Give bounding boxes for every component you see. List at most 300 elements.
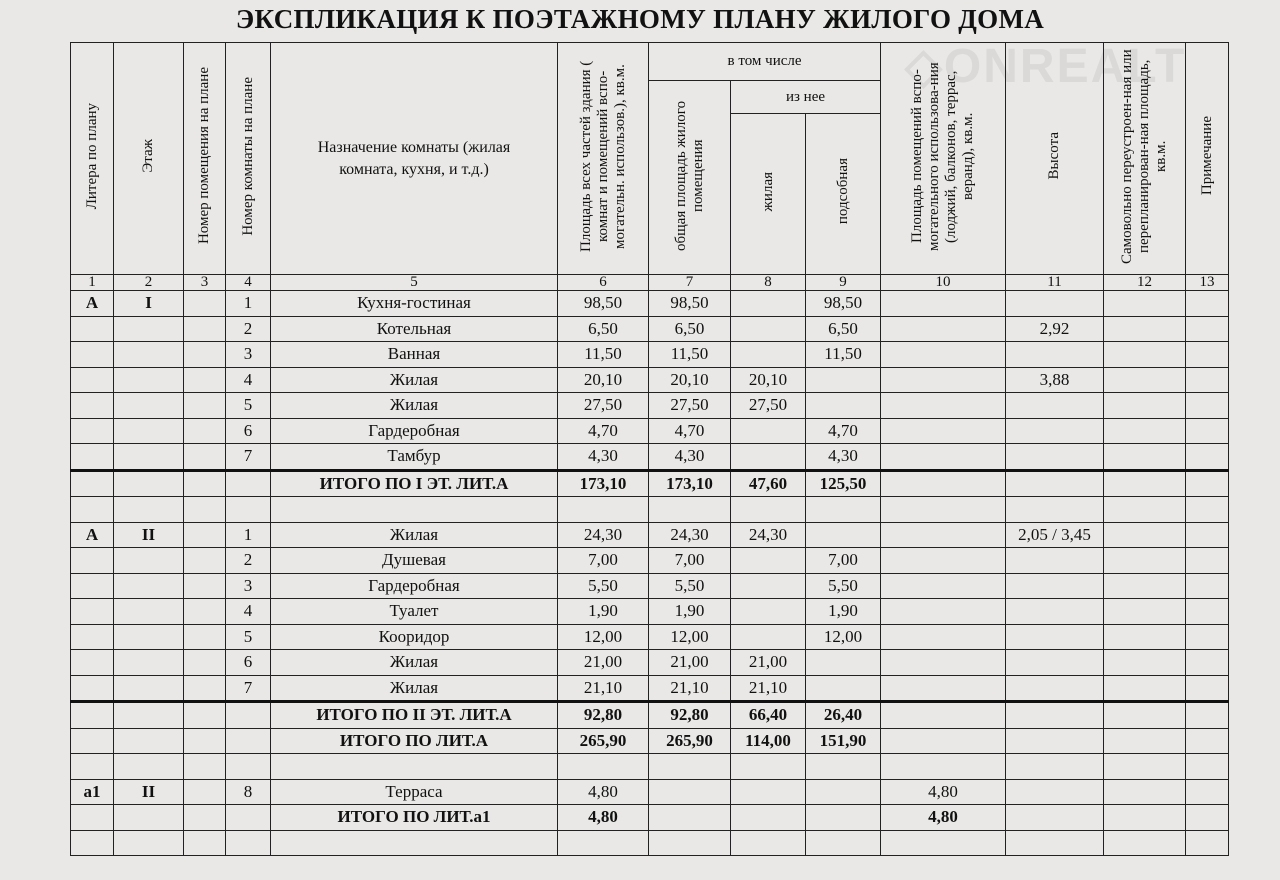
table-cell <box>649 754 731 780</box>
table-cell <box>1006 830 1104 856</box>
table-cell <box>184 599 226 625</box>
table-cell: ИТОГО ПО I ЭТ. ЛИТ.А <box>271 470 558 497</box>
table-cell <box>881 393 1006 419</box>
table-cell: ИТОГО ПО ЛИТ.а1 <box>271 805 558 831</box>
table-cell: 12,00 <box>649 624 731 650</box>
table-cell: Котельная <box>271 316 558 342</box>
table-cell <box>1104 675 1186 702</box>
table-cell <box>731 316 806 342</box>
column-number: 6 <box>558 275 649 291</box>
table-cell <box>114 624 184 650</box>
header-of-which: из нее <box>731 81 881 114</box>
table-cell <box>806 754 881 780</box>
empty-row <box>71 830 1229 856</box>
table-cell <box>114 393 184 419</box>
table-cell: 3,88 <box>1006 367 1104 393</box>
table-cell: 1,90 <box>649 599 731 625</box>
table-cell <box>1186 316 1229 342</box>
table-row <box>71 522 1229 548</box>
table-cell <box>649 830 731 856</box>
header-room-purpose: Назначение комнаты (жилая комната, кухня, и т.д.) <box>271 43 558 275</box>
table-cell <box>731 418 806 444</box>
table-cell <box>881 444 1006 471</box>
table-cell: 21,10 <box>649 675 731 702</box>
table-cell: 92,80 <box>649 702 731 729</box>
table-cell: 4,80 <box>558 779 649 805</box>
table-cell <box>114 470 184 497</box>
table-cell <box>1186 418 1229 444</box>
table-cell: 12,00 <box>558 624 649 650</box>
table-cell <box>71 470 114 497</box>
table-cell: 7 <box>226 444 271 471</box>
table-cell: 47,60 <box>731 470 806 497</box>
table-cell: Терраса <box>271 779 558 805</box>
total-row <box>71 470 1229 497</box>
column-number: 3 <box>184 275 226 291</box>
table-cell: Душевая <box>271 548 558 574</box>
table-cell: Кооридор <box>271 624 558 650</box>
table-cell <box>1104 444 1186 471</box>
table-cell <box>1186 342 1229 368</box>
table-cell <box>881 599 1006 625</box>
table-cell <box>71 444 114 471</box>
table-cell <box>731 573 806 599</box>
table-cell <box>271 754 558 780</box>
table-cell <box>1104 497 1186 523</box>
column-number: 1 <box>71 275 114 291</box>
table-cell <box>1006 702 1104 729</box>
table-cell: 151,90 <box>806 728 881 754</box>
table-cell <box>1186 754 1229 780</box>
table-cell <box>1104 470 1186 497</box>
table-cell: 173,10 <box>649 470 731 497</box>
table-cell: 4,70 <box>649 418 731 444</box>
table-cell: Жилая <box>271 675 558 702</box>
table-cell <box>71 316 114 342</box>
table-cell: Гардеробная <box>271 418 558 444</box>
table-cell: 1 <box>226 291 271 317</box>
table-cell <box>731 444 806 471</box>
table-cell: А <box>71 522 114 548</box>
table-cell: 2,05 / 3,45 <box>1006 522 1104 548</box>
table-cell: 4,80 <box>881 805 1006 831</box>
header-floor: Этаж <box>114 43 184 275</box>
table-cell <box>184 342 226 368</box>
table-cell <box>1006 779 1104 805</box>
table-cell: 92,80 <box>558 702 649 729</box>
table-cell <box>1006 573 1104 599</box>
total-row <box>71 728 1229 754</box>
table-cell <box>114 675 184 702</box>
table-cell <box>731 291 806 317</box>
table-cell: 265,90 <box>649 728 731 754</box>
header-living-premises-area: общая площадь жилого помещения <box>649 81 731 275</box>
table-cell <box>881 316 1006 342</box>
table-cell: 5,50 <box>649 573 731 599</box>
table-cell: 5,50 <box>806 573 881 599</box>
table-cell <box>731 754 806 780</box>
table-cell <box>226 830 271 856</box>
table-cell <box>1186 470 1229 497</box>
table-cell <box>1186 522 1229 548</box>
table-cell <box>71 599 114 625</box>
table-cell <box>1186 548 1229 574</box>
table-cell <box>184 548 226 574</box>
table-cell: 2,92 <box>1006 316 1104 342</box>
table-cell <box>881 522 1006 548</box>
table-cell <box>114 418 184 444</box>
table-cell <box>184 624 226 650</box>
explication-table <box>70 42 1229 856</box>
table-cell <box>71 393 114 419</box>
table-cell <box>806 830 881 856</box>
table-cell <box>114 548 184 574</box>
table-row <box>71 779 1229 805</box>
table-cell <box>1104 805 1186 831</box>
table-cell: 7,00 <box>649 548 731 574</box>
header-unauthorized-area: Самовольно переустроен-ная или перепланирован-ная площадь, кв.м. <box>1104 43 1186 275</box>
table-cell <box>184 418 226 444</box>
column-numbers-row <box>71 275 1229 291</box>
table-cell: 5 <box>226 624 271 650</box>
table-cell <box>1186 444 1229 471</box>
table-cell <box>1104 418 1186 444</box>
table-row <box>71 316 1229 342</box>
table-cell <box>1186 367 1229 393</box>
table-cell <box>71 702 114 729</box>
table-cell <box>881 650 1006 676</box>
table-cell <box>731 830 806 856</box>
table-cell <box>114 316 184 342</box>
table-cell <box>1104 754 1186 780</box>
table-cell <box>271 830 558 856</box>
table-cell: 173,10 <box>558 470 649 497</box>
column-number: 13 <box>1186 275 1229 291</box>
table-cell: 2 <box>226 316 271 342</box>
table-cell <box>184 650 226 676</box>
table-cell <box>271 497 558 523</box>
table-cell: 98,50 <box>806 291 881 317</box>
table-cell <box>1006 497 1104 523</box>
table-cell: 11,50 <box>649 342 731 368</box>
table-cell <box>649 805 731 831</box>
table-cell: 5,50 <box>558 573 649 599</box>
table-cell: 4 <box>226 367 271 393</box>
table-row <box>71 650 1229 676</box>
table-cell: Жилая <box>271 650 558 676</box>
table-cell <box>184 675 226 702</box>
table-cell <box>1006 291 1104 317</box>
table-cell <box>731 599 806 625</box>
table-cell <box>1186 393 1229 419</box>
table-cell <box>1186 497 1229 523</box>
table-cell: 24,30 <box>558 522 649 548</box>
table-cell <box>558 497 649 523</box>
table-cell <box>806 367 881 393</box>
column-number: 2 <box>114 275 184 291</box>
table-cell <box>1006 805 1104 831</box>
table-cell <box>1104 830 1186 856</box>
table-cell <box>114 599 184 625</box>
table-cell <box>114 702 184 729</box>
table-cell <box>881 675 1006 702</box>
header-note: Примечание <box>1186 43 1229 275</box>
table-row <box>71 548 1229 574</box>
table-cell <box>881 291 1006 317</box>
table-cell <box>1006 754 1104 780</box>
table-cell <box>1006 342 1104 368</box>
table-cell <box>184 754 226 780</box>
table-row <box>71 393 1229 419</box>
table-cell <box>71 624 114 650</box>
table-cell <box>114 342 184 368</box>
table-cell: 27,50 <box>558 393 649 419</box>
empty-row <box>71 754 1229 780</box>
table-cell <box>114 754 184 780</box>
table-cell: А <box>71 291 114 317</box>
table-cell: 7,00 <box>558 548 649 574</box>
table-cell <box>71 497 114 523</box>
table-cell <box>71 548 114 574</box>
column-number: 7 <box>649 275 731 291</box>
table-cell <box>114 444 184 471</box>
table-cell <box>114 367 184 393</box>
table-cell <box>114 650 184 676</box>
table-cell: 4,30 <box>649 444 731 471</box>
table-cell <box>806 522 881 548</box>
table-cell <box>881 624 1006 650</box>
table-cell: 114,00 <box>731 728 806 754</box>
table-cell <box>184 316 226 342</box>
table-cell: 24,30 <box>649 522 731 548</box>
table-row <box>71 599 1229 625</box>
table-cell <box>731 624 806 650</box>
table-cell <box>184 367 226 393</box>
table-cell <box>184 393 226 419</box>
table-cell <box>1104 702 1186 729</box>
table-cell <box>226 754 271 780</box>
table-cell <box>881 367 1006 393</box>
column-number: 9 <box>806 275 881 291</box>
table-cell: 6 <box>226 650 271 676</box>
table-cell: 6,50 <box>649 316 731 342</box>
header-room-number: Номер комнаты на плане <box>226 43 271 275</box>
table-row <box>71 291 1229 317</box>
column-number: 4 <box>226 275 271 291</box>
table-cell <box>806 650 881 676</box>
table-cell <box>1104 548 1186 574</box>
table-cell <box>184 702 226 729</box>
document-title: ЭКСПЛИКАЦИЯ К ПОЭТАЖНОМУ ПЛАНУ ЖИЛОГО ДОМА <box>235 4 1045 34</box>
table-cell: 7 <box>226 675 271 702</box>
table-cell <box>806 805 881 831</box>
table-cell <box>1186 599 1229 625</box>
table-cell: 4,80 <box>558 805 649 831</box>
table-cell <box>184 728 226 754</box>
table-cell <box>1186 291 1229 317</box>
table-cell: Кухня-гостиная <box>271 291 558 317</box>
table-cell: 21,10 <box>731 675 806 702</box>
table-cell <box>1104 367 1186 393</box>
table-cell <box>1186 624 1229 650</box>
table-cell <box>731 497 806 523</box>
table-cell <box>71 830 114 856</box>
table-cell: 24,30 <box>731 522 806 548</box>
table-cell <box>881 702 1006 729</box>
table-cell: 1,90 <box>558 599 649 625</box>
table-cell <box>1006 418 1104 444</box>
table-cell: Жилая <box>271 393 558 419</box>
total-row <box>71 702 1229 729</box>
table-cell <box>114 728 184 754</box>
table-row <box>71 624 1229 650</box>
table-cell: 98,50 <box>649 291 731 317</box>
table-cell <box>114 573 184 599</box>
table-cell: 27,50 <box>731 393 806 419</box>
table-cell <box>1006 728 1104 754</box>
table-cell: II <box>114 779 184 805</box>
table-cell <box>1006 650 1104 676</box>
table-cell <box>1104 728 1186 754</box>
table-cell <box>806 393 881 419</box>
table-cell <box>226 470 271 497</box>
table-cell <box>558 830 649 856</box>
column-number: 10 <box>881 275 1006 291</box>
table-cell: 12,00 <box>806 624 881 650</box>
column-number: 8 <box>731 275 806 291</box>
table-row <box>71 418 1229 444</box>
table-cell <box>71 805 114 831</box>
table-cell: Туалет <box>271 599 558 625</box>
table-cell <box>881 342 1006 368</box>
table-cell <box>1104 342 1186 368</box>
watermark: ◇ONREALT <box>905 40 1187 93</box>
table-cell <box>71 418 114 444</box>
table-cell <box>1104 573 1186 599</box>
table-cell <box>71 367 114 393</box>
table-cell <box>226 728 271 754</box>
table-cell: 6,50 <box>558 316 649 342</box>
table-cell <box>1006 470 1104 497</box>
table-cell <box>1186 728 1229 754</box>
table-cell <box>226 805 271 831</box>
table-cell <box>1006 599 1104 625</box>
column-number: 12 <box>1104 275 1186 291</box>
table-cell <box>184 779 226 805</box>
table-cell <box>1186 675 1229 702</box>
header-litera: Литера по плану <box>71 43 114 275</box>
empty-row <box>71 497 1229 523</box>
table-cell: а1 <box>71 779 114 805</box>
header-premises-number: Номер помещения на плане <box>184 43 226 275</box>
table-cell <box>881 728 1006 754</box>
table-cell <box>1104 650 1186 676</box>
table-cell <box>731 548 806 574</box>
table-cell: 98,50 <box>558 291 649 317</box>
table-cell: 21,00 <box>731 650 806 676</box>
table-cell <box>649 779 731 805</box>
table-cell: 1,90 <box>806 599 881 625</box>
table-cell <box>731 779 806 805</box>
table-cell <box>731 805 806 831</box>
table-cell: 66,40 <box>731 702 806 729</box>
table-cell <box>1186 805 1229 831</box>
table-cell: 3 <box>226 342 271 368</box>
table-cell <box>184 830 226 856</box>
table-cell <box>1006 624 1104 650</box>
table-cell <box>1186 573 1229 599</box>
table-cell: 26,40 <box>806 702 881 729</box>
table-cell <box>226 497 271 523</box>
table-cell: 4,30 <box>558 444 649 471</box>
header-height: Высота <box>1006 43 1104 275</box>
table-cell <box>1186 650 1229 676</box>
table-cell: 3 <box>226 573 271 599</box>
table-cell <box>731 342 806 368</box>
table-cell <box>881 470 1006 497</box>
header-auxiliary-area: Площадь помещений вспо-могательного использова-ния (лоджий, балконов, террас, веранд), кв.м. <box>881 43 1006 275</box>
table-cell <box>226 702 271 729</box>
table-cell: 11,50 <box>806 342 881 368</box>
header-including: в том числе <box>649 43 881 81</box>
table-cell <box>1104 599 1186 625</box>
table-cell: 8 <box>226 779 271 805</box>
table-cell <box>1186 702 1229 729</box>
table-cell: 20,10 <box>731 367 806 393</box>
table-cell: 125,50 <box>806 470 881 497</box>
table-cell <box>881 418 1006 444</box>
table-cell <box>1006 548 1104 574</box>
total-row <box>71 805 1229 831</box>
table-cell <box>1006 444 1104 471</box>
table-cell <box>114 497 184 523</box>
table-cell <box>71 573 114 599</box>
table-cell: ИТОГО ПО II ЭТ. ЛИТ.А <box>271 702 558 729</box>
table-row <box>71 444 1229 471</box>
table-cell: 5 <box>226 393 271 419</box>
table-cell <box>1104 393 1186 419</box>
table-row <box>71 675 1229 702</box>
header-total-area: Площадь всех частей здания ( комнат и помещений вспо-могательн. использов.), кв.м. <box>558 43 649 275</box>
table-cell <box>1104 522 1186 548</box>
table-cell: I <box>114 291 184 317</box>
table-cell: Ванная <box>271 342 558 368</box>
table-cell: 20,10 <box>558 367 649 393</box>
table-cell: 11,50 <box>558 342 649 368</box>
table-cell <box>881 497 1006 523</box>
table-cell <box>1186 830 1229 856</box>
table-cell <box>881 548 1006 574</box>
table-cell <box>806 497 881 523</box>
table-cell <box>184 470 226 497</box>
table-cell: Гардеробная <box>271 573 558 599</box>
table-cell <box>881 830 1006 856</box>
table-cell: 21,10 <box>558 675 649 702</box>
table-cell <box>1104 779 1186 805</box>
table-cell <box>71 754 114 780</box>
table-cell <box>1104 316 1186 342</box>
table-cell: 4,30 <box>806 444 881 471</box>
table-cell: 7,00 <box>806 548 881 574</box>
table-row <box>71 342 1229 368</box>
header-living: жилая <box>731 114 806 275</box>
table-cell <box>184 497 226 523</box>
table-row <box>71 573 1229 599</box>
table-cell <box>881 573 1006 599</box>
table-cell <box>184 444 226 471</box>
table-cell: 4,80 <box>881 779 1006 805</box>
table-cell: 6,50 <box>806 316 881 342</box>
